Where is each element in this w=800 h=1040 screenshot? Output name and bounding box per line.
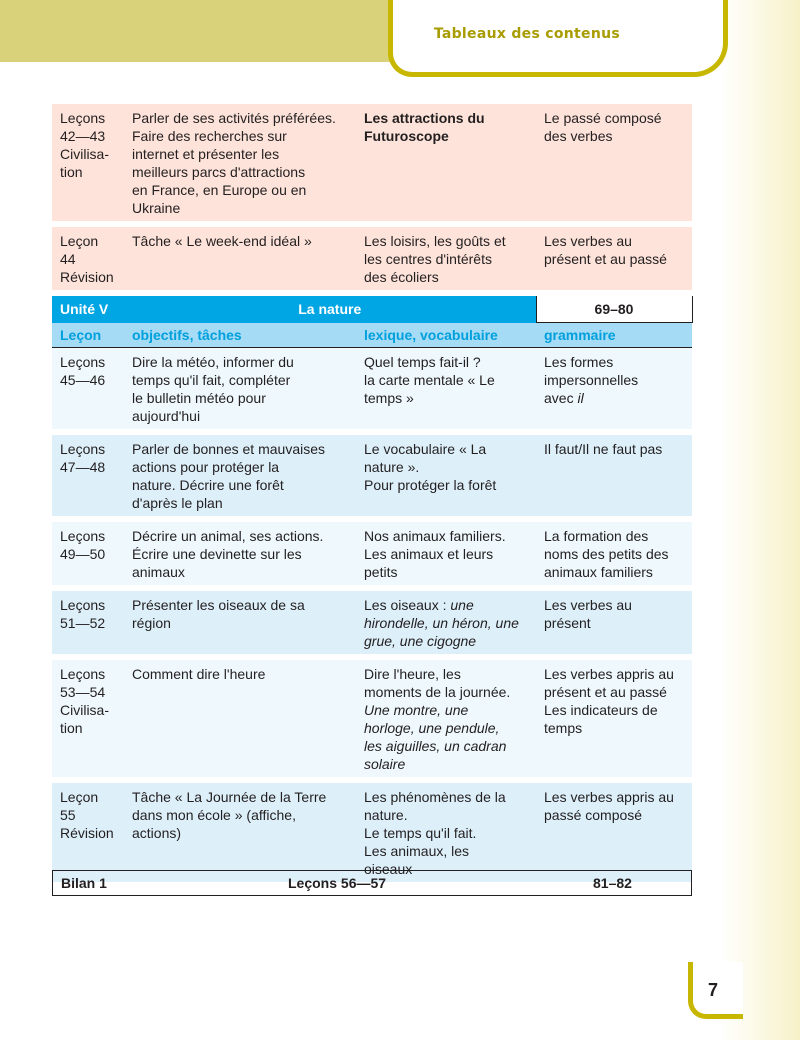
vocab-cell-line: Les loisirs, les goûts et xyxy=(364,233,506,249)
objectives-cell-line: le bulletin météo pour xyxy=(132,390,266,406)
lesson-cell-line: 49—50 xyxy=(60,546,106,562)
vocab-cell-line: moments de la journée. xyxy=(364,684,511,700)
lesson-cell xyxy=(52,519,124,588)
lesson-cell-line: Leçons xyxy=(60,441,106,457)
objectives-cell-line: Parler de ses activités préférées. xyxy=(132,110,336,126)
vocab-line xyxy=(364,632,530,650)
bilan-row xyxy=(52,870,692,896)
vocab-line xyxy=(364,614,530,632)
lesson-cell-line: Civilisa- xyxy=(60,146,109,162)
column-header-objectives: objectifs, tâches xyxy=(124,323,356,348)
column-header-lesson: Leçon xyxy=(52,323,124,348)
grammar-cell-line: impersonnelles xyxy=(544,372,639,388)
lesson-cell-line: Leçon xyxy=(60,789,99,805)
vocab-cell-line: nature. xyxy=(364,807,408,823)
unit-row xyxy=(52,293,692,323)
grammar-cell-line: animaux familiers xyxy=(544,564,653,580)
vocab-cell-line: la carte mentale « Le xyxy=(364,372,495,388)
grammar-cell xyxy=(536,224,692,293)
vocab-cell-line: Les attractions du xyxy=(364,110,485,126)
lesson-cell xyxy=(52,224,124,293)
grammar-mixed-line-prefix: avec xyxy=(544,390,578,406)
vocab-cell-line: Les phénomènes de la xyxy=(364,789,506,805)
column-header-vocab: lexique, vocabulaire xyxy=(356,323,536,348)
lesson-cell-line: tion xyxy=(60,164,83,180)
grammar-cell-line: passé composé xyxy=(544,807,643,823)
lesson-cell-line: Révision xyxy=(60,269,114,285)
vocab-cell-line: oiseaux xyxy=(364,861,413,877)
objectives-cell-line: Présenter les oiseaux de sa xyxy=(132,597,305,613)
objectives-cell xyxy=(124,657,356,780)
objectives-cell-line: dans mon école » (affiche, xyxy=(132,807,296,823)
table-row xyxy=(52,224,692,293)
lesson-cell-line: 42—43 xyxy=(60,128,106,144)
table-row xyxy=(52,657,692,780)
lesson-cell xyxy=(52,104,124,224)
contents-table-body xyxy=(52,104,692,885)
bilan-label: Bilan 1 xyxy=(61,875,107,891)
grammar-cell xyxy=(536,588,692,657)
objectives-cell-line: nature. Décrire une forêt xyxy=(132,477,284,493)
lesson-cell-line: 51—52 xyxy=(60,615,106,631)
vocab-cell xyxy=(356,224,536,293)
lesson-cell xyxy=(52,657,124,780)
grammar-cell-line: La formation des xyxy=(544,528,649,544)
vocab-cell-line: petits xyxy=(364,564,398,580)
vocab-cell-line: Pour protéger la forêt xyxy=(364,477,497,493)
grammar-cell-line: noms des petits des xyxy=(544,546,669,562)
vocab-cell xyxy=(356,519,536,588)
grammar-cell-line: Les verbes au xyxy=(544,597,632,613)
vocab-line xyxy=(364,755,530,773)
grammar-cell-line: présent et au passé xyxy=(544,251,667,267)
grammar-mixed-line-italic: il xyxy=(577,390,584,406)
unit-pages: 69–80 xyxy=(536,293,692,323)
table-row xyxy=(52,432,692,519)
vocab-line xyxy=(364,737,530,755)
grammar-cell-line: Les formes xyxy=(544,354,614,370)
vocab-cell xyxy=(356,432,536,519)
vocab-italic-line: horloge, une pendule, xyxy=(364,720,500,736)
grammar-cell-line: présent xyxy=(544,615,591,631)
lesson-cell-line: Leçons xyxy=(60,666,106,682)
objectives-cell-line: meilleurs parcs d'attractions xyxy=(132,164,306,180)
bilan-lessons: Leçons 56—57 xyxy=(288,875,387,891)
lesson-cell-line: Leçons xyxy=(60,528,106,544)
page-header-title: Tableaux des contenus xyxy=(433,26,620,42)
objectives-cell-line: actions) xyxy=(132,825,182,841)
objectives-cell-line: Ukraine xyxy=(132,200,181,216)
grammar-cell-line: temps xyxy=(544,720,583,736)
objectives-cell-line: Parler de bonnes et mauvaises xyxy=(132,441,325,457)
vocab-cell-line: temps » xyxy=(364,390,414,406)
unit-label: Unité V xyxy=(52,293,124,323)
grammar-cell-line: Les verbes appris au xyxy=(544,789,674,805)
objectives-cell-line: Dire la météo, informer du xyxy=(132,354,294,370)
table-row xyxy=(52,348,692,433)
vocab-line xyxy=(364,719,530,737)
vocab-cell-line: Le temps qu'il fait. xyxy=(364,825,477,841)
objectives-cell-line: Décrire un animal, ses actions. xyxy=(132,528,324,544)
lesson-cell-line: 45—46 xyxy=(60,372,106,388)
column-header-grammar: grammaire xyxy=(536,323,692,348)
lesson-cell-line: Leçons xyxy=(60,110,106,126)
lesson-cell xyxy=(52,348,124,433)
objectives-cell xyxy=(124,588,356,657)
objectives-cell-line: Faire des recherches sur xyxy=(132,128,287,144)
table-row xyxy=(52,519,692,588)
table-row xyxy=(52,104,692,224)
grammar-cell-line: Le passé composé xyxy=(544,110,662,126)
objectives-cell-line: en France, en Europe ou en xyxy=(132,182,307,198)
vocab-cell xyxy=(356,104,536,224)
grammar-cell-line: des verbes xyxy=(544,128,613,144)
lesson-cell-line: Leçons xyxy=(60,354,106,370)
page-number: 7 xyxy=(708,980,719,1000)
vocab-cell-line: Le vocabulaire « La xyxy=(364,441,487,457)
vocab-cell-line: Les animaux et leurs xyxy=(364,546,494,562)
vocab-italic-line: Une montre, une xyxy=(364,702,469,718)
contents-table xyxy=(52,104,693,888)
vocab-cell xyxy=(356,657,536,780)
objectives-cell-line: région xyxy=(132,615,171,631)
table-row xyxy=(52,588,692,657)
grammar-cell-line: Les indicateurs de xyxy=(544,702,658,718)
grammar-cell-line: Il faut/Il ne faut pas xyxy=(544,441,663,457)
lesson-cell-line: Leçon xyxy=(60,233,99,249)
lesson-cell xyxy=(52,588,124,657)
vocab-cell xyxy=(356,588,536,657)
vocab-mixed-line xyxy=(364,596,530,614)
objectives-cell xyxy=(124,104,356,224)
objectives-cell-line: Tâche « La Journée de la Terre xyxy=(132,789,327,805)
objectives-cell-line: aujourd'hui xyxy=(132,408,201,424)
vocab-italic-line: grue, une cigogne xyxy=(364,633,477,649)
vocab-mixed-line-prefix: Les oiseaux : xyxy=(364,597,451,613)
grammar-cell xyxy=(536,104,692,224)
vocab-italic-line: les aiguilles, un cadran xyxy=(364,738,507,754)
objectives-cell-line: temps qu'il fait, compléter xyxy=(132,372,291,388)
vocab-cell-line: Les animaux, les xyxy=(364,843,470,859)
objectives-cell-line: actions pour protéger la xyxy=(132,459,280,475)
objectives-cell-line: Tâche « Le week-end idéal » xyxy=(132,233,312,249)
lesson-cell-line: 53—54 xyxy=(60,684,106,700)
vocab-cell-line: Nos animaux familiers. xyxy=(364,528,506,544)
page-side-gradient xyxy=(720,0,800,1040)
objectives-cell-line: d'après le plan xyxy=(132,495,223,511)
vocab-cell-line: nature ». xyxy=(364,459,420,475)
vocab-cell-line: les centres d'intérêts xyxy=(364,251,492,267)
grammar-cell-line: Les verbes appris au xyxy=(544,666,674,682)
vocab-cell-line: Dire l'heure, les xyxy=(364,666,461,682)
lesson-cell-line: 55 xyxy=(60,807,76,823)
grammar-cell-line: présent et au passé xyxy=(544,684,667,700)
objectives-cell xyxy=(124,432,356,519)
vocab-line xyxy=(364,701,530,719)
grammar-cell xyxy=(536,657,692,780)
grammar-cell xyxy=(536,519,692,588)
grammar-cell-line: Les verbes au xyxy=(544,233,632,249)
lesson-cell-line: tion xyxy=(60,720,83,736)
lesson-cell-line: Révision xyxy=(60,825,114,841)
vocab-cell-line: des écoliers xyxy=(364,269,439,285)
lesson-cell-line: Civilisa- xyxy=(60,702,109,718)
grammar-cell xyxy=(536,432,692,519)
lesson-cell xyxy=(52,432,124,519)
vocab-italic-line: hirondelle, un héron, une xyxy=(364,615,519,631)
vocab-cell xyxy=(356,348,536,433)
objectives-cell xyxy=(124,348,356,433)
unit-name: La nature xyxy=(124,293,536,323)
objectives-cell-line: Comment dire l'heure xyxy=(132,666,266,682)
vocab-mixed-line-italic: une xyxy=(450,597,474,613)
lesson-cell-line: Leçons xyxy=(60,597,106,613)
vocab-cell-line: Quel temps fait-il ? xyxy=(364,354,481,370)
objectives-cell-line: Écrire une devinette sur les xyxy=(132,546,302,562)
column-header-row xyxy=(52,323,692,348)
vocab-italic-line: solaire xyxy=(364,756,406,772)
grammar-cell xyxy=(536,348,692,433)
grammar-mixed-line xyxy=(544,389,686,407)
header-band xyxy=(0,0,392,62)
vocab-cell-line: Futuroscope xyxy=(364,128,449,144)
lesson-cell-line: 47—48 xyxy=(60,459,106,475)
bilan-pages: 81–82 xyxy=(593,875,632,891)
lesson-cell-line: 44 xyxy=(60,251,76,267)
objectives-cell xyxy=(124,224,356,293)
objectives-cell-line: animaux xyxy=(132,564,185,580)
objectives-cell-line: internet et présenter les xyxy=(132,146,280,162)
objectives-cell xyxy=(124,519,356,588)
